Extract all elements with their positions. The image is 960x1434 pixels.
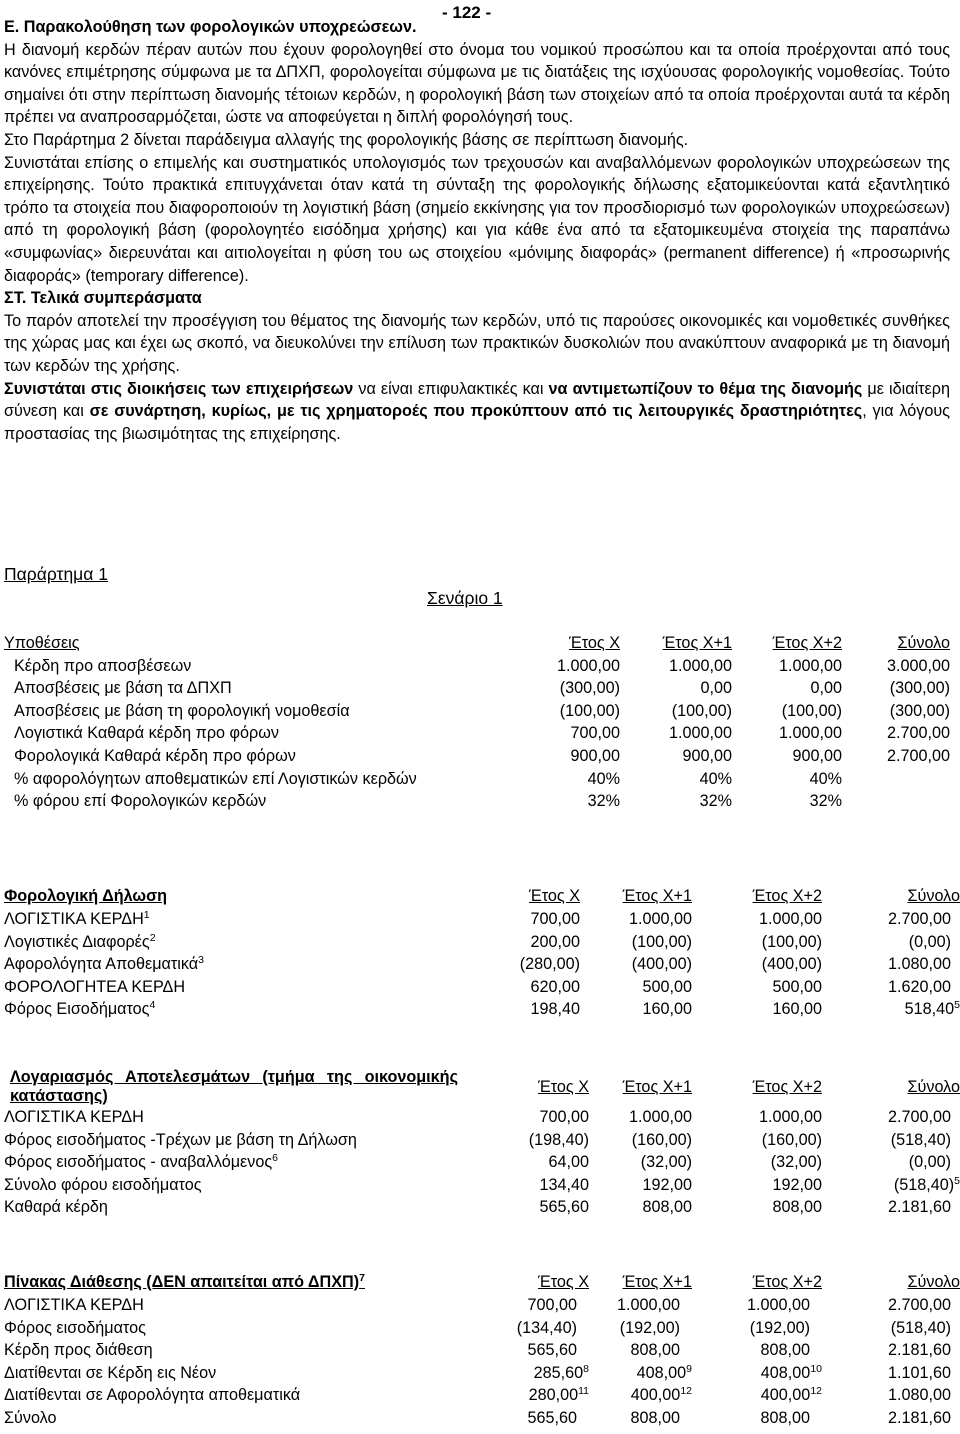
cell-text: 1.000,00 bbox=[746, 1296, 810, 1314]
paragraph-4: Το παρόν αποτελεί την προσέγγιση του θέματος της διανομής των κερδών, υπό τις παρούσες οικονομικές και νομοθετικές συνθήκες της χώρας μας και έχει ως σκοπό, να διευκολύνει την επίλυση των πρακτικών δυσκολιών που ανακύπτουν αναφορικά με τη διανομή των κερδών της χρήσης. bbox=[4, 311, 950, 375]
table-row bbox=[4, 1196, 960, 1219]
footnote-marker: 2 bbox=[149, 931, 156, 944]
cell-value: 900,00 bbox=[682, 746, 732, 765]
distribution-table bbox=[4, 1270, 960, 1430]
cell-text: 192,00 bbox=[642, 1175, 692, 1194]
p5-bold-3: σε συνάρτηση, κυρίως, με τις χρηματοροές που προκύπτουν από τις λειτουργικές δραστηριότητες bbox=[89, 402, 863, 421]
tax-return-table bbox=[4, 884, 960, 1021]
table-row bbox=[4, 1294, 960, 1317]
cell-value bbox=[692, 1294, 822, 1317]
cell-value bbox=[474, 1339, 589, 1362]
cell-value: 40% bbox=[699, 769, 732, 788]
cell-text: 64,00 bbox=[548, 1153, 589, 1172]
table-row bbox=[4, 655, 950, 678]
cell-value: 0,00 bbox=[810, 679, 842, 698]
income-statement-body bbox=[4, 1106, 960, 1219]
cell-value: 32% bbox=[809, 792, 842, 811]
cell-value bbox=[822, 1362, 960, 1385]
cell-value bbox=[822, 953, 960, 976]
cell-text: 1.000,00 bbox=[758, 1108, 822, 1126]
cell-text: (400,00) bbox=[631, 955, 692, 974]
cell-text: 700,00 bbox=[530, 910, 580, 928]
cell-value bbox=[822, 998, 960, 1021]
cell-value: 1.000,00 bbox=[778, 724, 842, 743]
column-header: Έτος Χ+2 bbox=[772, 634, 842, 652]
cell-text: 285,60 bbox=[533, 1363, 584, 1382]
cell-text: (280,00) bbox=[519, 955, 580, 974]
table-row bbox=[4, 908, 960, 931]
cell-value bbox=[474, 1106, 589, 1129]
cell-value bbox=[822, 1196, 960, 1219]
table-row bbox=[4, 768, 950, 791]
table-row bbox=[4, 700, 950, 723]
cell-value bbox=[822, 1151, 960, 1174]
column-header: Έτος Χ+2 bbox=[752, 1272, 822, 1291]
paragraph-2: Στο Παράρτημα 2 δίνεται παράδειγμα αλλαγής της φορολογικής βάσης σε περίπτωση διανομής. bbox=[4, 130, 689, 149]
cell-text: 808,00 bbox=[760, 1408, 810, 1427]
row-label-text: Φόρος εισοδήματος - αναβαλλόμενος bbox=[4, 1153, 273, 1172]
table-row bbox=[4, 1407, 960, 1430]
column-header: Έτος Χ bbox=[569, 634, 620, 652]
cell-text: 192,00 bbox=[772, 1175, 822, 1194]
cell-value bbox=[589, 1407, 692, 1430]
cell-value bbox=[589, 1106, 692, 1129]
cell-text: (32,00) bbox=[770, 1153, 822, 1172]
row-label-text: Φόρος Εισοδήματος bbox=[4, 1000, 150, 1019]
column-header: Έτος Χ+2 bbox=[752, 1077, 822, 1096]
cell-text: 2.700,00 bbox=[887, 1296, 951, 1314]
cell-text: (134,40) bbox=[516, 1318, 577, 1337]
income-statement-header-row bbox=[4, 1068, 960, 1106]
cell-value bbox=[474, 931, 580, 954]
cell-value bbox=[692, 1174, 822, 1197]
footnote-marker: 8 bbox=[583, 1362, 589, 1375]
table-row bbox=[4, 998, 960, 1021]
column-header: Υποθέσεις bbox=[4, 634, 80, 652]
table-title: Πίνακας Διάθεσης (ΔΕΝ απαιτείται από ΔΠΧΠ) bbox=[4, 1272, 360, 1291]
column-header: Έτος Χ+2 bbox=[752, 886, 822, 905]
cell-text: 565,60 bbox=[539, 1198, 589, 1217]
cell-value: 2.700,00 bbox=[886, 724, 950, 743]
cell-value bbox=[692, 1384, 822, 1407]
table-row bbox=[4, 1151, 960, 1174]
cell-value bbox=[589, 1196, 692, 1219]
cell-value bbox=[692, 1339, 822, 1362]
cell-text: 160,00 bbox=[772, 1000, 822, 1019]
cell-value bbox=[692, 1407, 822, 1430]
cell-text: 808,00 bbox=[630, 1341, 680, 1360]
table-row bbox=[4, 745, 950, 768]
cell-value bbox=[822, 908, 960, 931]
cell-value bbox=[692, 908, 822, 931]
cell-text: 808,00 bbox=[642, 1198, 692, 1217]
cell-value: (100,00) bbox=[671, 701, 732, 720]
row-label-text: ΛΟΓΙΣΤΙΚΑ ΚΕΡΔΗ bbox=[4, 1108, 144, 1126]
p5-text-3: , για λόγους προστασίας της βιωσιμότητας της επιχείρησης. bbox=[4, 402, 950, 443]
row-label bbox=[4, 1196, 474, 1219]
row-label-text: Λογιστικές Διαφορές bbox=[4, 932, 150, 951]
cell-value bbox=[474, 1407, 589, 1430]
cell-text: (0,00) bbox=[908, 932, 951, 951]
cell-text: 808,00 bbox=[772, 1198, 822, 1217]
cell-value: 40% bbox=[809, 769, 842, 788]
cell-text: 2.700,00 bbox=[887, 910, 951, 928]
row-label: % αφορολόγητων αποθεματικών επί Λογιστικών κερδών bbox=[14, 769, 417, 788]
column-header: Σύνολο bbox=[907, 886, 960, 905]
cell-value: 2.700,00 bbox=[886, 746, 950, 765]
column-header: Έτος Χ bbox=[538, 1077, 589, 1096]
table-row bbox=[4, 677, 950, 700]
cell-value bbox=[580, 931, 692, 954]
cell-text: 1.080,00 bbox=[887, 1386, 951, 1405]
row-label: % φόρου επί Φορολογικών κερδών bbox=[14, 792, 267, 811]
cell-text: 1.000,00 bbox=[628, 910, 692, 928]
hypotheses-body bbox=[4, 655, 950, 813]
column-header: Σύνολο bbox=[907, 1077, 960, 1096]
cell-value bbox=[822, 931, 960, 954]
footnote-marker: 7 bbox=[359, 1271, 365, 1284]
row-label bbox=[4, 1174, 474, 1197]
cell-text: (192,00) bbox=[619, 1318, 680, 1337]
cell-text: (160,00) bbox=[761, 1130, 822, 1149]
cell-value bbox=[474, 976, 580, 999]
cell-value bbox=[822, 976, 960, 999]
column-header: Έτος Χ bbox=[529, 886, 580, 905]
cell-value bbox=[474, 1196, 589, 1219]
cell-value bbox=[580, 908, 692, 931]
cell-text: 400,00 bbox=[630, 1386, 681, 1405]
cell-value bbox=[589, 1339, 692, 1362]
cell-value bbox=[589, 1151, 692, 1174]
cell-text: 408,00 bbox=[760, 1363, 811, 1382]
cell-value bbox=[589, 1129, 692, 1152]
row-label: Σύνολο bbox=[4, 1408, 57, 1427]
cell-value: (300,00) bbox=[889, 679, 950, 698]
footnote-marker: 3 bbox=[198, 954, 205, 967]
cell-value: 3.000,00 bbox=[886, 656, 950, 675]
section-e-title: Ε. Παρακολούθηση των φορολογικών υποχρεώσεων. bbox=[4, 18, 417, 36]
cell-text: (32,00) bbox=[640, 1153, 692, 1172]
column-header bbox=[4, 1270, 474, 1294]
cell-value bbox=[822, 1129, 960, 1152]
footnote-marker: 10 bbox=[810, 1362, 822, 1375]
row-label: Αποσβέσεις με βάση τη φορολογική νομοθεσία bbox=[14, 701, 350, 720]
row-label-text: ΦΟΡΟΛΟΓΗΤΕΑ ΚΕΡΔΗ bbox=[4, 977, 186, 996]
cell-value bbox=[692, 953, 822, 976]
scenario-title: Σενάριο 1 bbox=[427, 588, 503, 608]
cell-value: 1.000,00 bbox=[778, 656, 842, 675]
cell-value: 1.000,00 bbox=[668, 724, 732, 743]
cell-value bbox=[692, 976, 822, 999]
cell-text: 518,40 bbox=[904, 1000, 955, 1019]
row-label bbox=[4, 998, 474, 1021]
cell-value: (100,00) bbox=[559, 701, 620, 720]
cell-text: 565,60 bbox=[527, 1341, 577, 1360]
section-st-title: ΣΤ. Τελικά συμπεράσματα bbox=[4, 289, 202, 308]
footnote-marker: 6 bbox=[272, 1152, 278, 1165]
cell-text: 2.181,60 bbox=[887, 1408, 951, 1427]
row-label: Φόρος εισοδήματος bbox=[4, 1318, 146, 1337]
cell-text: 1.101,60 bbox=[887, 1363, 951, 1382]
table-row bbox=[4, 953, 960, 976]
cell-value: (100,00) bbox=[781, 701, 842, 720]
row-label-text: Σύνολο φόρου εισοδήματος bbox=[4, 1175, 202, 1194]
cell-value bbox=[580, 953, 692, 976]
cell-text: 160,00 bbox=[642, 1000, 692, 1019]
footnote-marker: 9 bbox=[686, 1362, 692, 1375]
table-row bbox=[4, 1339, 960, 1362]
cell-value bbox=[474, 953, 580, 976]
cell-value bbox=[474, 998, 580, 1021]
cell-value bbox=[822, 1294, 960, 1317]
row-label bbox=[4, 976, 474, 999]
cell-value bbox=[589, 1362, 692, 1385]
cell-text: 1.000,00 bbox=[758, 910, 822, 928]
row-label-text: Φόρος εισοδήματος -Τρέχων με βάση τη Δήλωση bbox=[4, 1130, 357, 1149]
cell-text: (100,00) bbox=[631, 932, 692, 951]
cell-text: 2.181,60 bbox=[887, 1198, 951, 1217]
cell-text: 408,00 bbox=[636, 1363, 687, 1382]
cell-value bbox=[589, 1384, 692, 1407]
cell-text: (100,00) bbox=[761, 932, 822, 951]
column-header: Έτος Χ+1 bbox=[622, 1077, 692, 1096]
column-header: Λογαριασμός Αποτελεσμάτων (τμήμα της οικονομικής κατάστασης) bbox=[10, 1068, 458, 1105]
row-label: Λογιστικά Καθαρά κέρδη προ φόρων bbox=[14, 724, 279, 743]
row-label-text: Καθαρά κέρδη bbox=[4, 1198, 108, 1217]
cell-value bbox=[580, 998, 692, 1021]
cell-value bbox=[822, 1106, 960, 1129]
cell-text: 808,00 bbox=[630, 1408, 680, 1427]
hypotheses-header-row bbox=[4, 632, 950, 655]
row-label bbox=[4, 931, 474, 954]
cell-value bbox=[842, 790, 950, 813]
cell-text: (160,00) bbox=[631, 1130, 692, 1149]
cell-value: 900,00 bbox=[792, 746, 842, 765]
cell-value bbox=[589, 1174, 692, 1197]
footnote-marker: 5 bbox=[954, 999, 960, 1012]
row-label: Κέρδη προς διάθεση bbox=[4, 1341, 153, 1360]
cell-value: 900,00 bbox=[570, 746, 620, 765]
body-text bbox=[4, 16, 950, 445]
cell-text: 2.181,60 bbox=[887, 1341, 951, 1360]
cell-value: 32% bbox=[587, 792, 620, 811]
cell-text: 808,00 bbox=[760, 1341, 810, 1360]
cell-text: 500,00 bbox=[642, 977, 692, 996]
cell-text: (518,40) bbox=[890, 1318, 951, 1337]
tax-return-body bbox=[4, 908, 960, 1021]
paragraph-5 bbox=[4, 378, 950, 446]
p5-bold-2: να αντιμετωπίζουν το θέμα της διανομής bbox=[548, 379, 863, 398]
cell-text: 700,00 bbox=[527, 1296, 577, 1314]
cell-text: (192,00) bbox=[749, 1318, 810, 1337]
row-label: Κέρδη προ αποσβέσεων bbox=[14, 656, 192, 675]
footnote-marker: 12 bbox=[680, 1385, 692, 1398]
cell-value bbox=[589, 1317, 692, 1340]
cell-text: 280,00 bbox=[528, 1386, 579, 1405]
cell-value bbox=[822, 1407, 960, 1430]
table-row bbox=[4, 1106, 960, 1129]
column-header: Έτος Χ bbox=[538, 1272, 589, 1291]
cell-value bbox=[692, 998, 822, 1021]
cell-text: (518,40) bbox=[890, 1130, 951, 1149]
cell-text: 565,60 bbox=[527, 1408, 577, 1427]
column-header: Σύνολο bbox=[907, 1272, 960, 1291]
tax-return-header-row bbox=[4, 884, 960, 908]
cell-value bbox=[692, 1196, 822, 1219]
cell-value bbox=[842, 768, 950, 791]
appendix-title: Παράρτημα 1 bbox=[4, 564, 108, 584]
cell-text: 198,40 bbox=[530, 1000, 580, 1019]
row-label-text: Αφορολόγητα Αποθεματικά bbox=[4, 955, 199, 974]
footnote-marker: 11 bbox=[578, 1385, 589, 1398]
cell-text: (400,00) bbox=[761, 955, 822, 974]
cell-value: 700,00 bbox=[570, 724, 620, 743]
cell-text: (0,00) bbox=[908, 1153, 951, 1172]
cell-value bbox=[692, 1362, 822, 1385]
row-label bbox=[4, 1106, 474, 1129]
row-label bbox=[4, 1151, 474, 1174]
cell-value bbox=[692, 1106, 822, 1129]
cell-value bbox=[692, 1129, 822, 1152]
cell-value: 1.000,00 bbox=[668, 656, 732, 675]
hypotheses-table bbox=[4, 632, 950, 813]
column-header: Έτος Χ+1 bbox=[622, 1272, 692, 1291]
cell-value bbox=[474, 1129, 589, 1152]
row-label bbox=[4, 1129, 474, 1152]
cell-value bbox=[822, 1339, 960, 1362]
cell-text: 700,00 bbox=[539, 1108, 589, 1126]
row-label-text: ΛΟΓΙΣΤΙΚΑ ΚΕΡΔΗ bbox=[4, 910, 144, 928]
cell-text: 1.000,00 bbox=[616, 1296, 680, 1314]
cell-text: 2.700,00 bbox=[887, 1108, 951, 1126]
paragraph-3: Συνιστάται επίσης ο επιμελής και συστηματικός υπολογισμός των τρεχουσών και αναβαλλόμενων φορολογικών υποχρεώσεων της επιχείρησης. Τούτο πρακτικά επιτυγχάνεται όταν κατά τη σύνταξη της φορολογικής δήλωσης εξατομικεύονται κατά εξαντλητικό τρόπο τα στοιχεία που διαφοροποιούν τη λογιστική βάση (σημείο εκκίνησης για τον προσδιορισμό των φορολογικών υποχρεώσεων) από τη φορολογική βάση (φορολογητέο εισόδημα χρήσης) και για κάθε ένα από τα εξατομικευμένα στοιχεία της παραπάνω «συμφωνίας» διερευνάται και αιτιολογείται η φύση του ως στοιχείου «μόνιμης διαφοράς» (permanent difference) ή «προσωρινής διαφοράς» (temporary difference). bbox=[4, 153, 950, 285]
table-row bbox=[4, 976, 960, 999]
cell-value bbox=[474, 1362, 589, 1385]
table-row bbox=[4, 931, 960, 954]
cell-value bbox=[589, 1294, 692, 1317]
page-number: - 122 - bbox=[442, 3, 492, 22]
cell-value: 0,00 bbox=[700, 679, 732, 698]
cell-text: (198,40) bbox=[528, 1130, 589, 1149]
cell-value: 1.000,00 bbox=[556, 656, 620, 675]
table-row bbox=[4, 1129, 960, 1152]
cell-value bbox=[474, 908, 580, 931]
cell-value bbox=[474, 1174, 589, 1197]
cell-value bbox=[692, 931, 822, 954]
p5-bold-1: Συνιστάται στις διοικήσεις των επιχειρήσεων bbox=[4, 379, 354, 398]
cell-value bbox=[822, 1384, 960, 1407]
cell-value bbox=[474, 1294, 589, 1317]
footnote-marker: 5 bbox=[954, 1174, 960, 1187]
footnote-marker: 1 bbox=[143, 909, 150, 921]
table-row bbox=[4, 722, 950, 745]
cell-text: 1.620,00 bbox=[887, 977, 951, 996]
table-row bbox=[4, 1317, 960, 1340]
column-header: Φορολογική Δήλωση bbox=[4, 886, 168, 905]
cell-value bbox=[822, 1317, 960, 1340]
cell-text: 400,00 bbox=[760, 1386, 811, 1405]
row-label: ΛΟΓΙΣΤΙΚΑ ΚΕΡΔΗ bbox=[4, 1296, 144, 1314]
table-row bbox=[4, 1362, 960, 1385]
cell-value bbox=[822, 1174, 960, 1197]
row-label: Διατίθενται σε Αφορολόγητα αποθεματικά bbox=[4, 1386, 301, 1405]
p5-text-2: με ιδιαίτερη σύνεση και bbox=[4, 379, 950, 421]
row-label: Αποσβέσεις με βάση τα ΔΠΧΠ bbox=[14, 679, 232, 698]
paragraph-1: Η διανομή κερδών πέραν αυτών που έχουν φορολογηθεί στο όνομα του νομικού προσώπου και τα οποία προέρχονται από τους κανόνες επιμέτρησης σύμφωνα με τα ΔΠΧΠ, φορολογείται σύμφωνα με τις διατάξεις της ισχύουσας φορολογικής νομοθεσίας. Τούτο σημαίνει ότι στην περίπτωση διανομής τέτοιων κερδών, η φορολογική βάση των στοιχείων από τα οποία προέρχονται αυτά τα κέρδη πρέπει να αναπροσαρμόζεται, ώστε να αποφεύγεται η διπλή φορολόγησή τους. bbox=[4, 40, 950, 127]
distribution-header-row bbox=[4, 1270, 960, 1294]
footnote-marker: 12 bbox=[810, 1385, 822, 1398]
cell-value: 40% bbox=[587, 769, 620, 788]
table-row bbox=[4, 790, 950, 813]
income-statement-table bbox=[4, 1068, 960, 1219]
table-row bbox=[4, 1384, 960, 1407]
table-row bbox=[4, 1174, 960, 1197]
cell-value bbox=[474, 1317, 589, 1340]
row-label: Διατίθενται σε Κέρδη εις Νέον bbox=[4, 1363, 217, 1382]
cell-text: (518,40) bbox=[893, 1175, 955, 1194]
cell-value: (300,00) bbox=[559, 679, 620, 698]
cell-text: 500,00 bbox=[772, 977, 822, 996]
footnote-marker: 4 bbox=[149, 999, 156, 1012]
row-label bbox=[4, 908, 474, 931]
column-header: Έτος Χ+1 bbox=[662, 634, 732, 652]
cell-value bbox=[580, 976, 692, 999]
cell-value bbox=[692, 1151, 822, 1174]
column-header: Έτος Χ+1 bbox=[622, 886, 692, 905]
cell-text: 1.000,00 bbox=[628, 1108, 692, 1126]
cell-text: 134,40 bbox=[539, 1175, 589, 1194]
cell-value: (300,00) bbox=[889, 701, 950, 720]
cell-value: 32% bbox=[699, 792, 732, 811]
cell-value bbox=[474, 1151, 589, 1174]
column-header: Σύνολο bbox=[897, 634, 950, 652]
cell-text: 200,00 bbox=[530, 932, 580, 951]
cell-value bbox=[474, 1384, 589, 1407]
p5-text-1: να είναι επιφυλακτικές και bbox=[353, 379, 549, 398]
cell-text: 1.080,00 bbox=[887, 955, 951, 974]
row-label bbox=[4, 953, 474, 976]
cell-value bbox=[692, 1317, 822, 1340]
distribution-body bbox=[4, 1294, 960, 1430]
row-label: Φορολογικά Καθαρά κέρδη προ φόρων bbox=[14, 746, 296, 765]
cell-text: 620,00 bbox=[530, 977, 580, 996]
